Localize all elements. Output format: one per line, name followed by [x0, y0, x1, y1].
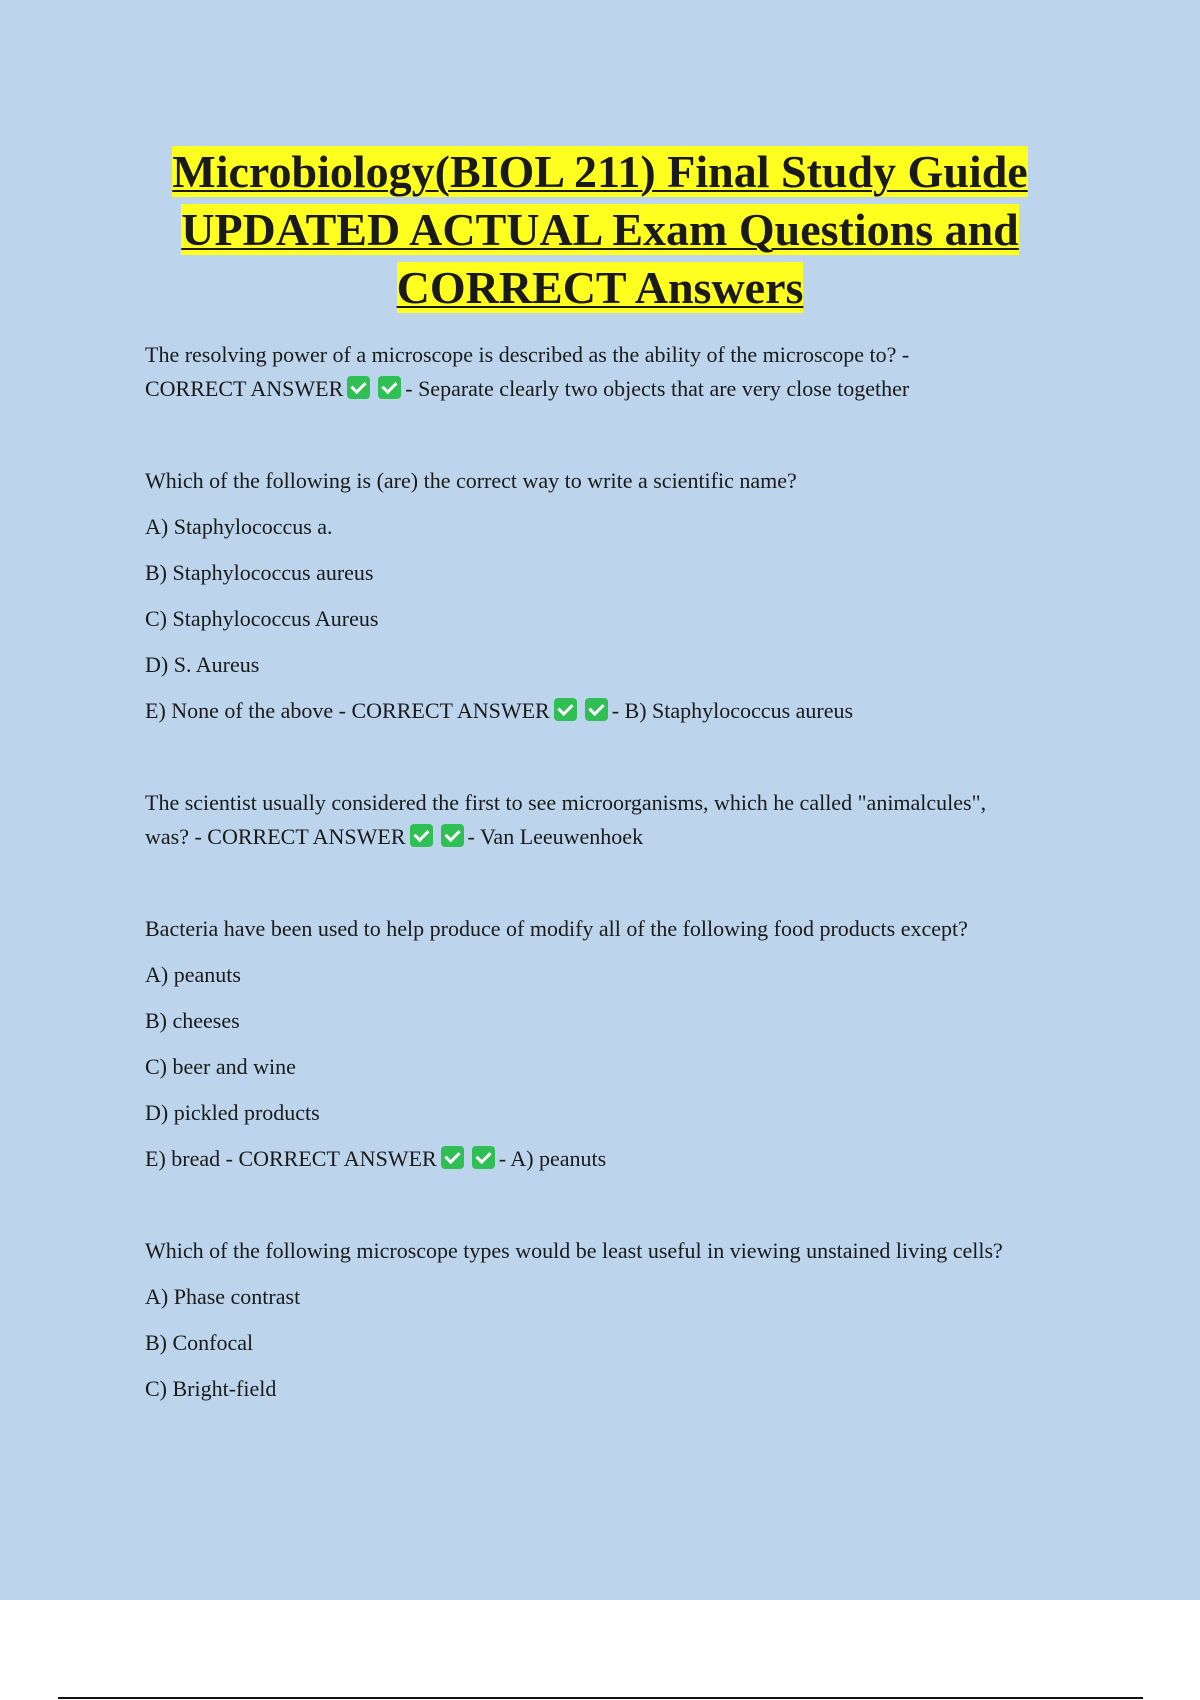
option: C) Staphylococcus Aureus: [145, 606, 379, 631]
option: A) Phase contrast: [145, 1284, 301, 1309]
option: B) cheeses: [145, 1008, 240, 1033]
title-line-3: CORRECT Answers: [396, 262, 804, 313]
option: C) Bright-field: [145, 1376, 277, 1401]
question-4: [145, 912, 1095, 1176]
question-3-text: The scientist usually considered the first to see microorganisms, which he called "animalcules",: [145, 790, 987, 815]
checkmark-box-icon: [441, 824, 464, 847]
checkmark-box-icon: [585, 698, 608, 721]
answer-text: - B) Staphylococcus aureus: [611, 698, 854, 723]
question-2-text: Which of the following is (are) the correct way to write a scientific name?: [145, 468, 797, 493]
title-line-2: UPDATED ACTUAL Exam Questions and: [181, 204, 1019, 255]
document-title: [100, 143, 1100, 317]
question-3: [145, 786, 1095, 854]
question-4-text: Bacteria have been used to help produce of modify all of the following food products except?: [145, 916, 968, 941]
answer-text: - A) peanuts: [498, 1146, 607, 1171]
option: D) pickled products: [145, 1100, 320, 1125]
option: A) peanuts: [145, 962, 241, 987]
option: C) beer and wine: [145, 1054, 296, 1079]
question-5-text: Which of the following microscope types would be least useful in viewing unstained living cells?: [145, 1238, 1003, 1263]
answer-label: E) None of the above - CORRECT ANSWER: [145, 698, 550, 723]
option: B) Confocal: [145, 1330, 254, 1355]
question-list: [145, 338, 1095, 1464]
question-3-answer: [145, 820, 1095, 854]
option: A) Staphylococcus a.: [145, 514, 333, 539]
answer-text: - Van Leeuwenhoek: [467, 824, 644, 849]
question-2: [145, 464, 1095, 728]
answer-label: was? - CORRECT ANSWER: [145, 824, 406, 849]
question-4-answer: [145, 1142, 1095, 1176]
question-5: [145, 1234, 1095, 1406]
option: D) S. Aureus: [145, 652, 260, 677]
checkmark-box-icon: [441, 1146, 464, 1169]
answer-label: E) bread - CORRECT ANSWER: [145, 1146, 437, 1171]
checkmark-box-icon: [347, 376, 370, 399]
answer-label: CORRECT ANSWER: [145, 376, 344, 401]
checkmark-box-icon: [554, 698, 577, 721]
answer-text: - Separate clearly two objects that are very close together: [405, 376, 910, 401]
question-1-answer: [145, 372, 1095, 406]
title-line-1: Microbiology(BIOL 211) Final Study Guide: [172, 146, 1028, 197]
footer-divider: [58, 1697, 1143, 1699]
question-2-answer: [145, 694, 1095, 728]
checkmark-box-icon: [472, 1146, 495, 1169]
question-1-text: The resolving power of a microscope is described as the ability of the microscope to? -: [145, 342, 910, 367]
checkmark-box-icon: [378, 376, 401, 399]
option: B) Staphylococcus aureus: [145, 560, 374, 585]
question-1: [145, 338, 1095, 406]
checkmark-box-icon: [410, 824, 433, 847]
